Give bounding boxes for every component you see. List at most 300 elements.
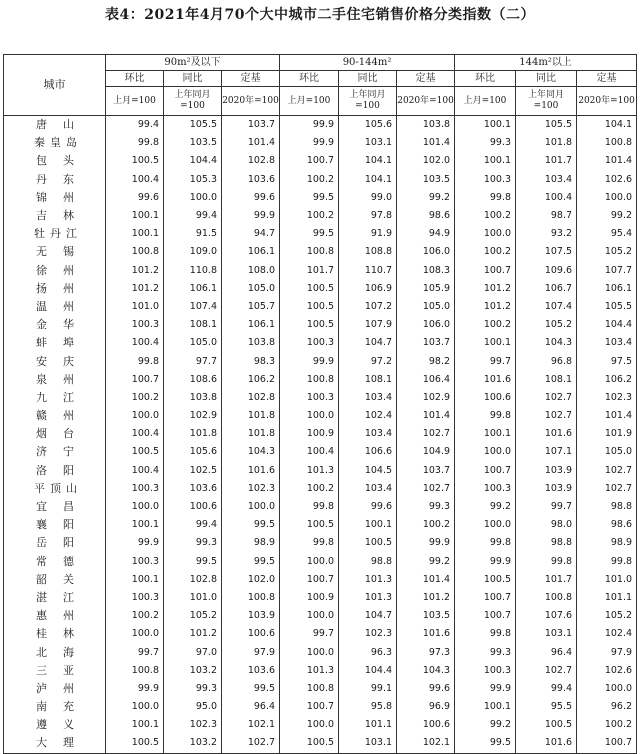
- table-body: [4, 116, 637, 754]
- city-name: 锦州: [4, 189, 106, 207]
- index-value: 100.7: [280, 152, 339, 170]
- index-value: 95.5: [516, 698, 577, 716]
- index-value: 99.5: [222, 553, 280, 571]
- index-value: 104.4: [164, 152, 222, 170]
- index-value: 99.3: [164, 534, 222, 552]
- city-name: 无锡: [4, 243, 106, 261]
- index-value: 100.0: [577, 680, 637, 698]
- base-header-2020: 2020年=100: [397, 87, 455, 116]
- city-name: 北海: [4, 643, 106, 661]
- city-name: 唐山: [4, 116, 106, 135]
- index-value: 106.1: [164, 280, 222, 298]
- index-value: 100.4: [106, 425, 164, 443]
- index-value: 108.1: [516, 371, 577, 389]
- index-value: 103.4: [516, 171, 577, 189]
- city-name: 泉州: [4, 371, 106, 389]
- index-value: 101.8: [222, 425, 280, 443]
- index-value: 91.9: [339, 225, 397, 243]
- index-value: 99.5: [280, 189, 339, 207]
- index-value: 105.7: [222, 298, 280, 316]
- table-row: [4, 280, 637, 298]
- index-value: 100.5: [106, 734, 164, 753]
- index-value: 97.7: [164, 352, 222, 370]
- city-name: 牡丹江: [4, 225, 106, 243]
- index-value: 108.0: [222, 262, 280, 280]
- index-value: 101.7: [516, 152, 577, 170]
- index-value: 100.1: [106, 716, 164, 734]
- index-value: 97.0: [164, 643, 222, 661]
- table-row: [4, 625, 637, 643]
- index-value: 100.8: [516, 589, 577, 607]
- index-value: 99.2: [397, 553, 455, 571]
- sub-header-mom: 环比: [455, 71, 516, 87]
- table-row: [4, 553, 637, 571]
- index-value: 100.2: [280, 207, 339, 225]
- group-header-small: 90m²及以下: [106, 55, 280, 71]
- index-value: 99.2: [455, 498, 516, 516]
- index-value: 108.1: [339, 371, 397, 389]
- base-header-2020: 2020年=100: [222, 87, 280, 116]
- index-value: 100.7: [577, 734, 637, 753]
- base-header-prev-month: 上月=100: [280, 87, 339, 116]
- table-row: [4, 662, 637, 680]
- index-value: 99.9: [106, 680, 164, 698]
- index-value: 96.4: [516, 643, 577, 661]
- index-value: 101.7: [280, 262, 339, 280]
- index-value: 99.8: [577, 553, 637, 571]
- index-value: 104.9: [397, 443, 455, 461]
- city-name: 宜昌: [4, 498, 106, 516]
- index-value: 100.1: [455, 116, 516, 135]
- index-value: 98.9: [577, 534, 637, 552]
- index-value: 101.2: [106, 280, 164, 298]
- index-value: 100.5: [280, 280, 339, 298]
- index-value: 101.6: [222, 462, 280, 480]
- index-value: 102.3: [577, 389, 637, 407]
- base-header-prev-year: 上年同月=100: [164, 87, 222, 116]
- index-value: 99.9: [106, 534, 164, 552]
- city-name: 平顶山: [4, 480, 106, 498]
- index-value: 99.8: [455, 407, 516, 425]
- index-value: 100.0: [106, 407, 164, 425]
- index-value: 100.0: [280, 643, 339, 661]
- index-value: 98.8: [339, 553, 397, 571]
- table-row: [4, 643, 637, 661]
- index-value: 101.6: [397, 625, 455, 643]
- index-value: 101.8: [516, 134, 577, 152]
- index-value: 99.7: [455, 352, 516, 370]
- city-name: 湛江: [4, 589, 106, 607]
- index-value: 99.5: [280, 225, 339, 243]
- table-row: [4, 371, 637, 389]
- index-value: 99.2: [455, 716, 516, 734]
- index-value: 100.5: [455, 571, 516, 589]
- index-value: 100.5: [516, 716, 577, 734]
- city-name: 丹东: [4, 171, 106, 189]
- index-value: 99.3: [455, 134, 516, 152]
- index-value: 104.1: [339, 171, 397, 189]
- city-name: 包头: [4, 152, 106, 170]
- index-value: 100.0: [280, 553, 339, 571]
- index-value: 100.5: [106, 152, 164, 170]
- index-value: 99.8: [106, 352, 164, 370]
- table-row: [4, 443, 637, 461]
- sub-header-mom: 环比: [280, 71, 339, 87]
- index-value: 106.0: [397, 243, 455, 261]
- index-value: 100.1: [106, 571, 164, 589]
- index-value: 105.2: [164, 607, 222, 625]
- index-value: 101.3: [339, 589, 397, 607]
- index-value: 99.3: [164, 680, 222, 698]
- index-value: 104.4: [577, 316, 637, 334]
- city-name: 惠州: [4, 607, 106, 625]
- index-value: 100.0: [455, 443, 516, 461]
- index-value: 100.2: [455, 207, 516, 225]
- index-value: 101.2: [397, 589, 455, 607]
- index-value: 99.9: [397, 534, 455, 552]
- city-name: 韶关: [4, 571, 106, 589]
- index-value: 101.2: [455, 280, 516, 298]
- index-value: 103.7: [397, 462, 455, 480]
- index-value: 100.6: [222, 625, 280, 643]
- index-value: 99.6: [106, 189, 164, 207]
- index-value: 99.4: [516, 680, 577, 698]
- index-value: 100.1: [455, 698, 516, 716]
- index-value: 99.4: [106, 116, 164, 135]
- index-value: 101.4: [397, 134, 455, 152]
- index-value: 102.6: [577, 171, 637, 189]
- city-name: 泸州: [4, 680, 106, 698]
- index-value: 105.5: [516, 116, 577, 135]
- index-value: 100.8: [106, 662, 164, 680]
- index-value: 106.1: [222, 243, 280, 261]
- index-value: 99.9: [222, 207, 280, 225]
- index-value: 99.1: [339, 680, 397, 698]
- index-value: 105.0: [164, 334, 222, 352]
- index-value: 99.8: [455, 534, 516, 552]
- index-value: 105.3: [164, 171, 222, 189]
- index-value: 101.4: [577, 152, 637, 170]
- index-value: 101.2: [106, 262, 164, 280]
- index-value: 103.4: [339, 425, 397, 443]
- index-value: 103.9: [516, 480, 577, 498]
- index-value: 104.4: [339, 662, 397, 680]
- index-value: 101.4: [577, 407, 637, 425]
- index-value: 100.0: [106, 698, 164, 716]
- sub-header-yoy: 同比: [164, 71, 222, 87]
- index-value: 100.0: [222, 498, 280, 516]
- index-value: 100.7: [455, 462, 516, 480]
- table-title: 表4：2021年4月70个大中城市二手住宅销售价格分类指数（二）: [105, 7, 535, 23]
- city-name: 常德: [4, 553, 106, 571]
- index-value: 100.7: [280, 698, 339, 716]
- table-row: [4, 589, 637, 607]
- index-value: 103.5: [164, 134, 222, 152]
- index-value: 99.5: [164, 553, 222, 571]
- index-value: 100.1: [106, 207, 164, 225]
- index-value: 98.2: [397, 352, 455, 370]
- index-value: 102.7: [516, 407, 577, 425]
- index-value: 96.2: [577, 698, 637, 716]
- index-value: 100.9: [280, 589, 339, 607]
- index-value: 100.5: [106, 443, 164, 461]
- city-name: 安庆: [4, 352, 106, 370]
- city-name: 南充: [4, 698, 106, 716]
- index-value: 101.1: [577, 589, 637, 607]
- index-value: 100.2: [106, 389, 164, 407]
- index-value: 99.6: [397, 680, 455, 698]
- index-value: 101.0: [164, 589, 222, 607]
- index-value: 106.2: [577, 371, 637, 389]
- index-value: 101.3: [280, 662, 339, 680]
- index-value: 103.1: [339, 134, 397, 152]
- index-value: 98.7: [516, 207, 577, 225]
- index-value: 100.5: [280, 516, 339, 534]
- index-value: 103.4: [339, 389, 397, 407]
- index-value: 107.7: [577, 262, 637, 280]
- index-value: 101.2: [164, 625, 222, 643]
- index-value: 101.4: [222, 134, 280, 152]
- city-name: 桂林: [4, 625, 106, 643]
- city-name: 岳阳: [4, 534, 106, 552]
- index-value: 102.7: [222, 734, 280, 753]
- index-value: 99.8: [455, 189, 516, 207]
- index-value: 100.7: [106, 371, 164, 389]
- index-value: 100.5: [280, 298, 339, 316]
- index-value: 100.8: [280, 371, 339, 389]
- index-value: 100.2: [106, 607, 164, 625]
- sub-header-yoy: 同比: [339, 71, 397, 87]
- index-value: 98.6: [577, 516, 637, 534]
- index-value: 100.3: [455, 171, 516, 189]
- index-value: 108.1: [164, 316, 222, 334]
- index-value: 101.6: [516, 425, 577, 443]
- index-value: 99.7: [280, 625, 339, 643]
- index-value: 105.9: [397, 280, 455, 298]
- index-value: 110.8: [164, 262, 222, 280]
- index-value: 103.9: [222, 607, 280, 625]
- index-value: 105.5: [577, 298, 637, 316]
- city-name: 温州: [4, 298, 106, 316]
- index-value: 100.5: [280, 316, 339, 334]
- base-header-2020: 2020年=100: [577, 87, 637, 116]
- index-value: 106.2: [222, 371, 280, 389]
- city-header: 城市: [4, 55, 106, 116]
- index-value: 100.6: [397, 716, 455, 734]
- city-name: 吉林: [4, 207, 106, 225]
- index-value: 98.8: [516, 534, 577, 552]
- index-value: 103.1: [339, 734, 397, 753]
- base-header-prev-month: 上月=100: [106, 87, 164, 116]
- index-value: 100.4: [106, 171, 164, 189]
- index-value: 100.2: [280, 171, 339, 189]
- index-value: 102.7: [577, 462, 637, 480]
- index-value: 100.8: [280, 243, 339, 261]
- index-value: 105.2: [577, 243, 637, 261]
- index-value: 100.6: [455, 389, 516, 407]
- index-value: 103.7: [397, 334, 455, 352]
- table-row: [4, 462, 637, 480]
- index-value: 100.7: [455, 589, 516, 607]
- table-row: [4, 607, 637, 625]
- index-value: 101.7: [516, 571, 577, 589]
- price-index-table: [3, 54, 637, 754]
- sub-header-fixed: 定基: [222, 71, 280, 87]
- index-value: 105.0: [222, 280, 280, 298]
- sub-header-fixed: 定基: [397, 71, 455, 87]
- base-header-prev-month: 上月=100: [455, 87, 516, 116]
- table-row: [4, 189, 637, 207]
- city-name: 三亚: [4, 662, 106, 680]
- city-name: 烟台: [4, 425, 106, 443]
- index-value: 101.1: [339, 716, 397, 734]
- index-value: 103.2: [164, 662, 222, 680]
- index-value: 103.6: [222, 171, 280, 189]
- index-value: 100.0: [106, 498, 164, 516]
- index-value: 101.3: [280, 462, 339, 480]
- index-value: 95.0: [164, 698, 222, 716]
- index-value: 99.7: [516, 498, 577, 516]
- index-value: 99.2: [577, 207, 637, 225]
- table-row: [4, 480, 637, 498]
- index-value: 103.5: [397, 171, 455, 189]
- index-value: 100.3: [280, 389, 339, 407]
- index-value: 106.1: [577, 280, 637, 298]
- index-value: 99.9: [455, 553, 516, 571]
- index-value: 103.7: [222, 116, 280, 135]
- index-value: 100.3: [280, 334, 339, 352]
- index-value: 102.9: [164, 407, 222, 425]
- index-value: 106.4: [397, 371, 455, 389]
- index-value: 106.7: [516, 280, 577, 298]
- index-value: 100.0: [455, 225, 516, 243]
- index-value: 102.7: [397, 480, 455, 498]
- table-row: [4, 516, 637, 534]
- index-value: 107.1: [516, 443, 577, 461]
- index-value: 91.5: [164, 225, 222, 243]
- index-value: 96.4: [222, 698, 280, 716]
- index-value: 95.4: [577, 225, 637, 243]
- index-value: 100.8: [577, 134, 637, 152]
- index-value: 100.2: [397, 516, 455, 534]
- index-value: 99.5: [222, 516, 280, 534]
- index-value: 99.4: [164, 207, 222, 225]
- index-value: 102.3: [164, 716, 222, 734]
- index-value: 101.4: [397, 407, 455, 425]
- index-value: 98.0: [516, 516, 577, 534]
- index-value: 100.0: [280, 716, 339, 734]
- table-row: [4, 534, 637, 552]
- index-value: 97.9: [222, 643, 280, 661]
- index-value: 103.5: [397, 607, 455, 625]
- index-value: 100.3: [106, 480, 164, 498]
- index-value: 100.3: [455, 480, 516, 498]
- index-value: 100.0: [577, 189, 637, 207]
- index-value: 100.0: [164, 189, 222, 207]
- index-value: 99.6: [222, 189, 280, 207]
- index-value: 101.6: [455, 371, 516, 389]
- city-name: 九江: [4, 389, 106, 407]
- index-value: 94.7: [222, 225, 280, 243]
- index-value: 102.7: [397, 425, 455, 443]
- index-value: 100.2: [280, 480, 339, 498]
- index-value: 103.6: [222, 662, 280, 680]
- table-row: [4, 116, 637, 135]
- index-value: 102.7: [577, 480, 637, 498]
- index-value: 99.3: [397, 498, 455, 516]
- index-value: 100.5: [280, 734, 339, 753]
- index-value: 107.6: [516, 607, 577, 625]
- index-value: 105.0: [397, 298, 455, 316]
- table-row: [4, 334, 637, 352]
- index-value: 100.2: [455, 316, 516, 334]
- index-value: 100.3: [455, 662, 516, 680]
- index-value: 98.8: [577, 498, 637, 516]
- table-row: [4, 134, 637, 152]
- index-value: 103.9: [516, 462, 577, 480]
- index-value: 100.2: [577, 716, 637, 734]
- index-value: 98.6: [397, 207, 455, 225]
- index-value: 102.8: [222, 152, 280, 170]
- index-value: 102.1: [397, 734, 455, 753]
- index-value: 100.0: [455, 516, 516, 534]
- index-value: 100.4: [280, 443, 339, 461]
- index-value: 100.8: [106, 243, 164, 261]
- index-value: 100.1: [455, 425, 516, 443]
- index-value: 101.2: [455, 298, 516, 316]
- index-value: 97.2: [339, 352, 397, 370]
- table-row: [4, 316, 637, 334]
- index-value: 107.9: [339, 316, 397, 334]
- index-value: 102.6: [577, 662, 637, 680]
- index-value: 99.9: [280, 116, 339, 135]
- table-header: [4, 55, 637, 116]
- index-value: 106.6: [339, 443, 397, 461]
- index-value: 101.0: [106, 298, 164, 316]
- city-name: 洛阳: [4, 462, 106, 480]
- table-row: [4, 716, 637, 734]
- base-header-prev-year: 上年同月=100: [516, 87, 577, 116]
- index-value: 101.4: [397, 571, 455, 589]
- index-value: 100.7: [455, 607, 516, 625]
- index-value: 99.3: [455, 643, 516, 661]
- index-value: 100.8: [280, 680, 339, 698]
- index-value: 109.6: [516, 262, 577, 280]
- index-value: 98.9: [222, 534, 280, 552]
- index-value: 100.8: [222, 589, 280, 607]
- index-value: 109.0: [164, 243, 222, 261]
- index-value: 100.2: [455, 243, 516, 261]
- index-value: 110.7: [339, 262, 397, 280]
- base-header-prev-year: 上年同月=100: [339, 87, 397, 116]
- index-value: 105.0: [577, 443, 637, 461]
- index-value: 100.1: [339, 516, 397, 534]
- index-value: 105.2: [516, 316, 577, 334]
- index-value: 99.2: [397, 189, 455, 207]
- table-row: [4, 262, 637, 280]
- table-row: [4, 243, 637, 261]
- index-value: 104.3: [222, 443, 280, 461]
- index-value: 102.3: [339, 625, 397, 643]
- index-value: 99.7: [106, 643, 164, 661]
- index-value: 102.1: [222, 716, 280, 734]
- index-value: 96.3: [339, 643, 397, 661]
- index-value: 100.9: [280, 425, 339, 443]
- city-name: 大理: [4, 734, 106, 753]
- sub-header-yoy: 同比: [516, 71, 577, 87]
- city-name: 金华: [4, 316, 106, 334]
- city-name: 徐州: [4, 262, 106, 280]
